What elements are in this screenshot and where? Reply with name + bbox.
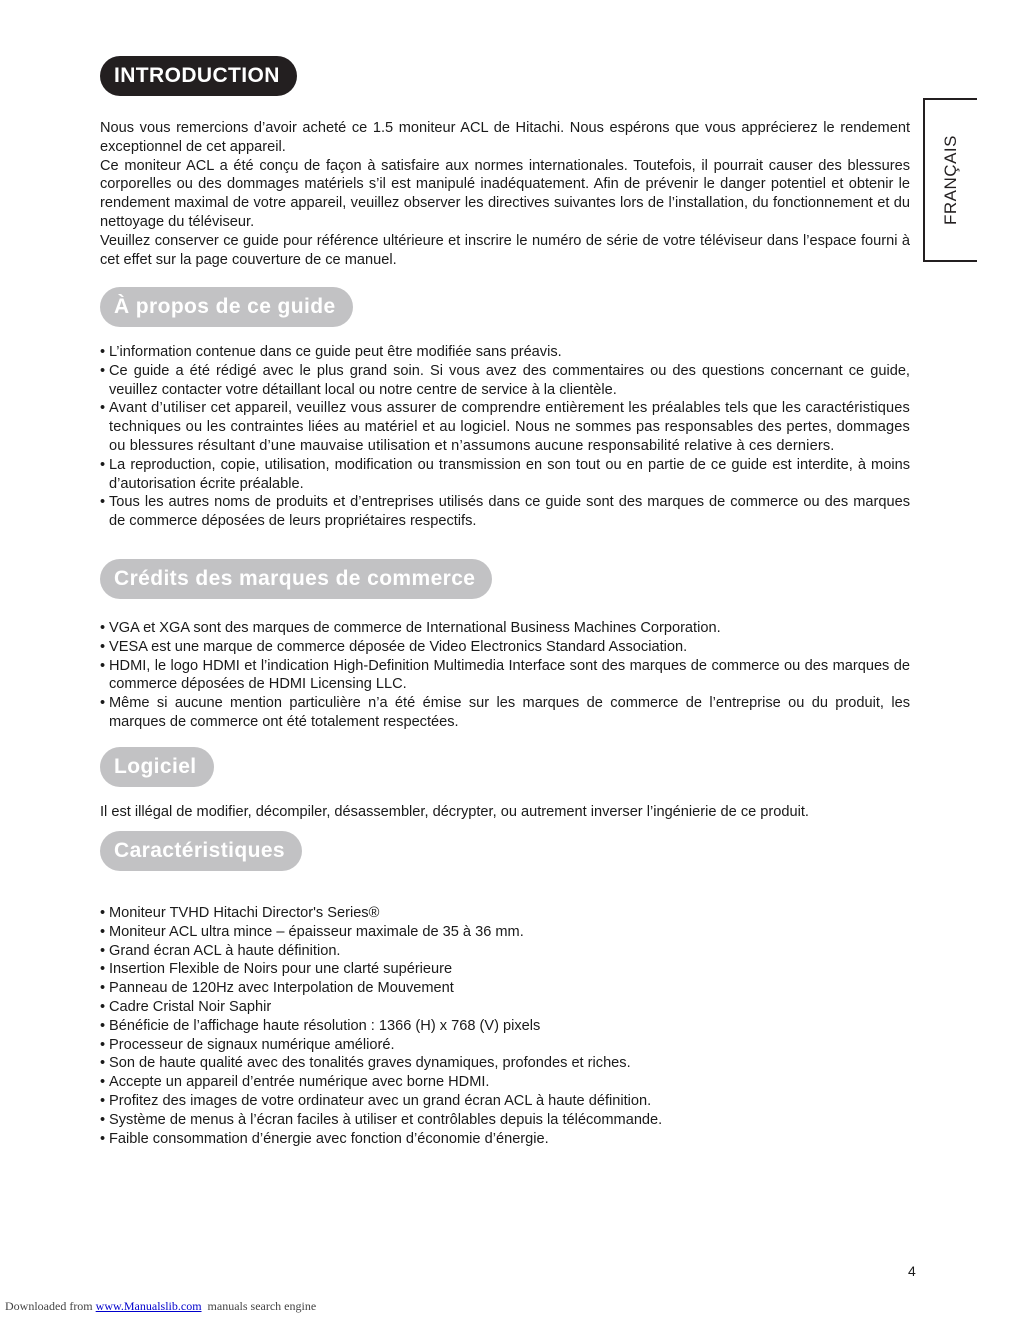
bullet: • <box>100 905 106 921</box>
download-footer <box>5 1299 316 1314</box>
list-item: • Tous les autres noms de produits et d’entreprises utilisés dans ce guide sont des marques de commerce ou des marques de commerce déposées de leurs propriétaires respectifs. <box>100 494 910 530</box>
list-item: • HDMI, le logo HDMI et l’indication High-Definition Multimedia Interface sont des marques de commerce ou des marques de commerce déposées de HDMI Licensing LLC. <box>100 657 910 693</box>
bullet: • <box>100 1074 106 1091</box>
trademarks-heading: Crédits des marques de commerce <box>100 559 492 599</box>
introduction-heading: INTRODUCTION <box>100 56 297 96</box>
bullet: • <box>100 942 106 959</box>
list-item: • VGA et XGA sont des marques de commerce de International Business Machines Corporation. <box>100 620 721 636</box>
bullet: • <box>100 980 106 997</box>
list-item: • Son de haute qualité avec des tonalités graves dynamiques, profondes et riches. <box>100 1055 631 1072</box>
bullet: • <box>100 638 106 655</box>
list-item: • Grand écran ACL à haute définition. <box>100 942 341 959</box>
bullet: • <box>100 456 106 473</box>
bullet: • <box>100 1111 106 1128</box>
list-item: • Insertion Flexible de Noirs pour une clarté supérieure <box>100 961 453 978</box>
bullet: • <box>100 695 106 712</box>
list-item: • VESA est une marque de commerce déposée de Video Electronics Standard Association. <box>100 638 688 655</box>
list-item: • Processeur de signaux numérique amélioré. <box>100 1036 395 1053</box>
trademarks-list <box>100 619 910 732</box>
list-item: • La reproduction, copie, utilisation, modification ou transmission en son tout ou en partie de ce guide est interdite, à moins d’autorisation écrite préalable. <box>100 456 910 492</box>
bullet: • <box>100 923 106 940</box>
bullet: • <box>100 657 106 674</box>
manualslib-link[interactable]: www.Manualslib.com <box>95 1299 202 1313</box>
list-item: • Système de menus à l’écran faciles à utiliser et contrôlables depuis la télécommande. <box>100 1111 663 1128</box>
language-tab <box>923 98 977 262</box>
bullet: • <box>100 400 106 417</box>
introduction-body <box>100 119 910 269</box>
language-tab-label: FRANÇAIS <box>941 135 960 225</box>
about-guide-list <box>100 343 910 531</box>
page-number: 4 <box>908 1263 916 1279</box>
software-heading: Logiciel <box>100 747 214 787</box>
list-item: • Même si aucune mention particulière n’a été émise sur les marques de commerce de l’entreprise ou du produit, les marques de commerce ont été totalement respectées. <box>100 695 910 730</box>
list-item: • L’information contenue dans ce guide peut être modifiée sans préavis. <box>100 344 562 360</box>
list-item: • Profitez des images de votre ordinateur avec un grand écran ACL à haute définition. <box>100 1092 652 1109</box>
features-list <box>100 904 910 1148</box>
list-item: • Cadre Cristal Noir Saphir <box>100 998 272 1015</box>
list-item: • Ce guide a été rédigé avec le plus grand soin. Si vous avez des commentaires ou des questions concernant ce guide, veuillez contacter votre détaillant local ou notre centre de service à la clientèle. <box>100 362 910 398</box>
list-item: • Accepte un appareil d’entrée numérique avec borne HDMI. <box>100 1074 490 1091</box>
about-guide-heading: À propos de ce guide <box>100 287 353 327</box>
intro-paragraph: Ce moniteur ACL a été conçu de façon à satisfaire aux normes internationales. Toutefois, il pourrait causer des blessures corporelles ou des dommages matériels s’il est manipulé inadéquatement. Afin de prévenir le danger potentiel et obtenir le rendement maximal de votre appareil, veuillez observer les directives suivantes lors de l’installation, du fonctionnement et du nettoyage du téléviseur. <box>100 157 910 230</box>
bullet: • <box>100 620 106 636</box>
bullet: • <box>100 1055 106 1072</box>
list-item: • Avant d’utiliser cet appareil, veuillez vous assurer de comprendre entièrement les préalables tels que les caractéristiques techniques ou les contraintes liées au matériel et au logiciel. Nous ne sommes pas responsables des pertes, dommages ou blessures résultant d’une mauvaise utilisation et n’assumons aucune responsabilité relative à ces derniers. <box>100 400 910 454</box>
list-item: • Bénéficie de l’affichage haute résolution : 1366 (H) x 768 (V) pixels <box>100 1017 541 1034</box>
list-item: • Faible consommation d’énergie avec fonction d’économie d’énergie. <box>100 1130 549 1147</box>
bullet: • <box>100 998 106 1015</box>
features-heading: Caractéristiques <box>100 831 302 871</box>
bullet: • <box>100 362 106 379</box>
software-text: Il est illégal de modifier, décompiler, désassembler, décrypter, ou autrement inverser l’ingénierie de ce produit. <box>100 804 809 820</box>
bullet: • <box>100 1092 106 1109</box>
bullet: • <box>100 1017 106 1034</box>
list-item: • Moniteur ACL ultra mince – épaisseur maximale de 35 à 36 mm. <box>100 923 524 940</box>
list-item: • Panneau de 120Hz avec Interpolation de Mouvement <box>100 980 454 997</box>
bullet: • <box>100 1036 106 1053</box>
bullet: • <box>100 961 106 978</box>
bullet: • <box>100 344 106 360</box>
bullet: • <box>100 1130 106 1147</box>
intro-paragraph: Nous vous remercions d’avoir acheté ce 1.5 moniteur ACL de Hitachi. Nous espérons que vous apprécierez le rendement exceptionnel de cet appareil. <box>100 120 910 155</box>
footer-prefix: Downloaded from <box>5 1299 96 1313</box>
intro-paragraph: Veuillez conserver ce guide pour référence ultérieure et inscrire le numéro de série de votre téléviseur dans l’espace fourni à cet effet sur la page couverture de ce manuel. <box>100 232 910 268</box>
list-item: • Moniteur TVHD Hitachi Director's Series® <box>100 905 380 921</box>
footer-suffix: manuals search engine <box>201 1299 317 1313</box>
bullet: • <box>100 494 106 511</box>
